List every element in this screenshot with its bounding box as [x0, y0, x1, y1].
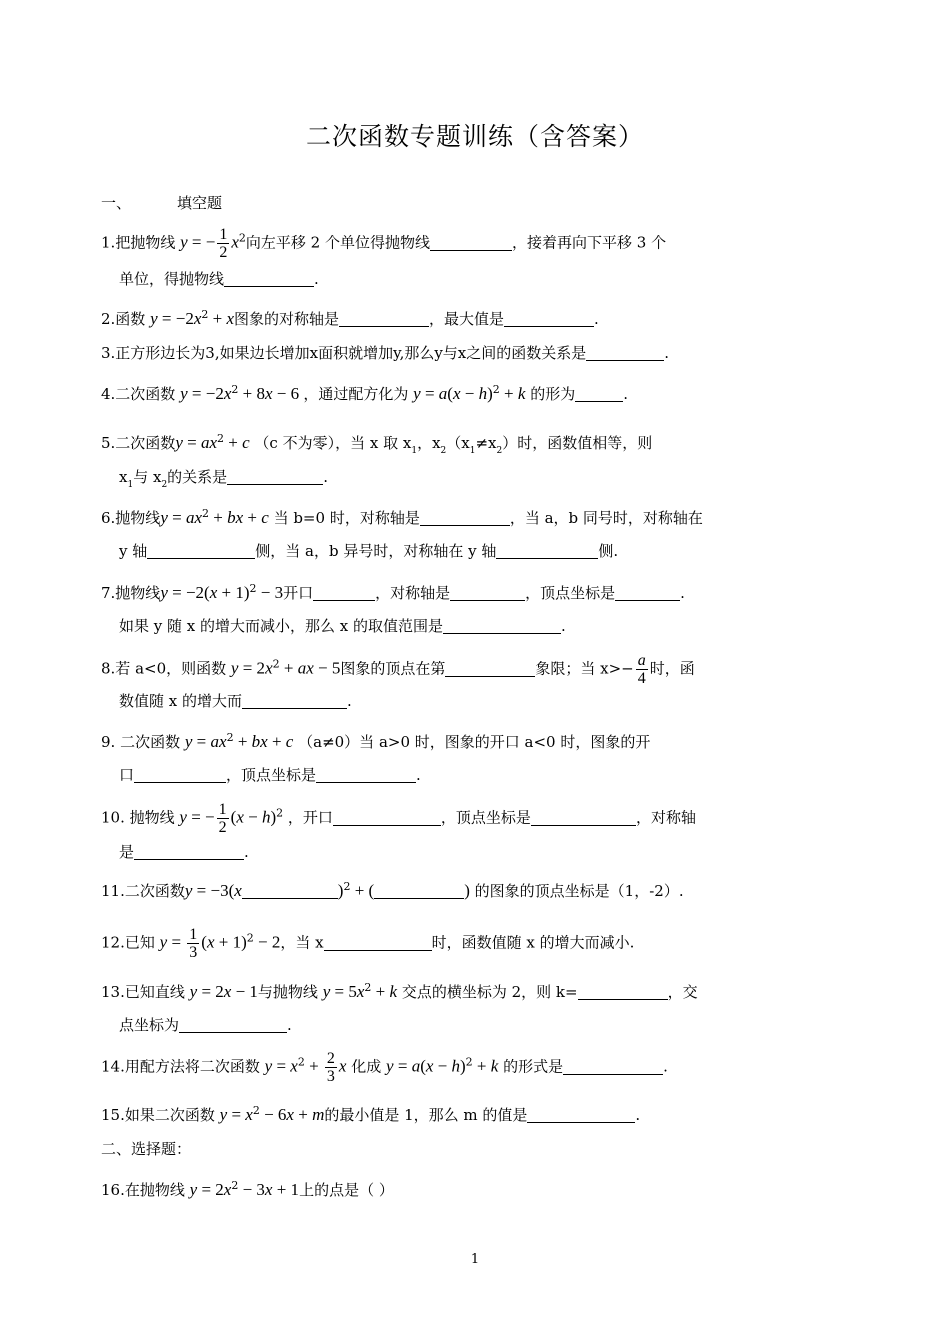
answer-blank[interactable]: [333, 809, 441, 826]
question-1-cont: 单位，得抛物线 .: [119, 270, 319, 288]
answer-blank[interactable]: [224, 270, 314, 287]
question-11: 11.二次函数y = −3(x )$^2$ + ( ) 的图象的顶点坐标是（1，-2）.: [101, 880, 684, 900]
section-heading-1: 一、 填空题: [101, 194, 223, 212]
question-1: 1.把抛物线 y = − $\frac{1}{2}$ $x^2$向左平移 2 个单位得抛物线 ，接着再向下平移 3 个: [101, 226, 667, 261]
question-13-cont: 点坐标为 .: [119, 1016, 292, 1034]
answer-blank[interactable]: [575, 385, 623, 402]
question-3: 3.正方形边长为3,如果边长增加x面积就增加y,那么y与x之间的函数关系是 .: [101, 344, 670, 362]
question-13: 13.已知直线 y = 2x − 1与抛物线 $y = 5x^2 + k$ 交点的横坐标为 2，则 k= ，交: [101, 981, 698, 1001]
answer-blank[interactable]: [147, 542, 255, 559]
answer-blank[interactable]: [324, 934, 432, 951]
question-14: 14.用配方法将二次函数 $y = x^2$ + $\frac{2}{3}$ x 化成 $y = a(x - h)^2 + k$ 的形式是 .: [101, 1050, 668, 1085]
page-title: 二次函数专题训练（含答案）: [305, 122, 644, 151]
answer-blank[interactable]: [450, 584, 525, 601]
answer-blank[interactable]: [586, 344, 664, 361]
answer-blank[interactable]: [316, 766, 416, 783]
question-9: 9. 二次函数 $y = ax^2$ + bx + c （a≠0）当 a>0 时，图象的开口 a<0 时，图象的开: [101, 731, 651, 751]
question-12: 12.已知 y = $\frac{1}{3}$ $(x + 1)^2 - 2$，当 x 时，函数值随 x 的增大而减小.: [101, 926, 635, 961]
answer-blank[interactable]: [242, 882, 338, 899]
question-10-cont: 是 .: [119, 843, 249, 861]
question-6-cont: y 轴 侧，当 a，b 异号时，对称轴在 y 轴 侧.: [119, 542, 619, 560]
answer-blank[interactable]: [179, 1016, 287, 1033]
question-4: 4.二次函数 $y = -2x^2 + 8x - 6$ ，通过配方化为 $y = a(x - h)^2 + k$ 的形为 .: [101, 383, 628, 403]
answer-blank[interactable]: [504, 310, 594, 327]
answer-blank[interactable]: [134, 843, 244, 860]
answer-blank[interactable]: [227, 468, 323, 485]
question-7-cont: 如果 y 随 x 的增大而减小，那么 x 的取值范围是 .: [119, 617, 566, 635]
question-8-cont: 数值随 x 的增大而 .: [119, 692, 352, 710]
answer-blank[interactable]: [443, 617, 561, 634]
section-heading-2: 二、选择题：: [101, 1140, 192, 1158]
question-10: 10. 抛物线 y = − $\frac{1}{2}$ $(x - h)^2$ ，开口 ，顶点坐标是 ，对称轴: [101, 801, 696, 836]
question-6: 6.抛物线$y = ax^2$ + bx + c 当 b=0 时，对称轴是 ，当 a，b 同号时，对称轴在: [101, 507, 703, 527]
answer-blank[interactable]: [134, 766, 226, 783]
question-2: 2.函数 $y = -2x^2 + x$图象的对称轴是 ，最大值是 .: [101, 308, 599, 328]
answer-blank[interactable]: [445, 660, 535, 677]
page-number: 1: [470, 1252, 480, 1267]
question-16: 16.在抛物线 $y = 2x^2 - 3x + 1$上的点是（ ）: [101, 1179, 394, 1199]
answer-blank[interactable]: [578, 983, 668, 1000]
answer-blank[interactable]: [420, 509, 510, 526]
answer-blank[interactable]: [339, 310, 429, 327]
question-15: 15.如果二次函数 $y = x^2 - 6x + m$的最小值是 1，那么 m 的值是 .: [101, 1104, 641, 1124]
answer-blank[interactable]: [615, 584, 680, 601]
answer-blank[interactable]: [531, 809, 636, 826]
answer-blank[interactable]: [563, 1058, 663, 1075]
answer-blank[interactable]: [496, 542, 598, 559]
answer-blank[interactable]: [313, 584, 375, 601]
question-5-cont: $x_1$与 $x_2$的关系是 .: [119, 468, 328, 490]
answer-blank[interactable]: [430, 234, 512, 251]
answer-blank[interactable]: [527, 1106, 635, 1123]
question-9-cont: 口 ，顶点坐标是 .: [119, 766, 421, 784]
question-7: 7.抛物线$y = -2(x + 1)^2 - 3$开口 ，对称轴是 ，顶点坐标是 .: [101, 582, 685, 602]
question-5: 5.二次函数$y = ax^2 + c$ （c 不为零），当 x 取 $x_1$，$x_2(x_1\ne x_2)$时，函数值相等，则: [101, 432, 653, 456]
answer-blank[interactable]: [242, 692, 347, 709]
answer-blank[interactable]: [374, 882, 464, 899]
question-8: 8.若 a<0，则函数 $y = 2x^2$ + ax − 5图象的顶点在第 象限；当 x>− $\frac{a}{4}$ 时，函: [101, 652, 695, 687]
